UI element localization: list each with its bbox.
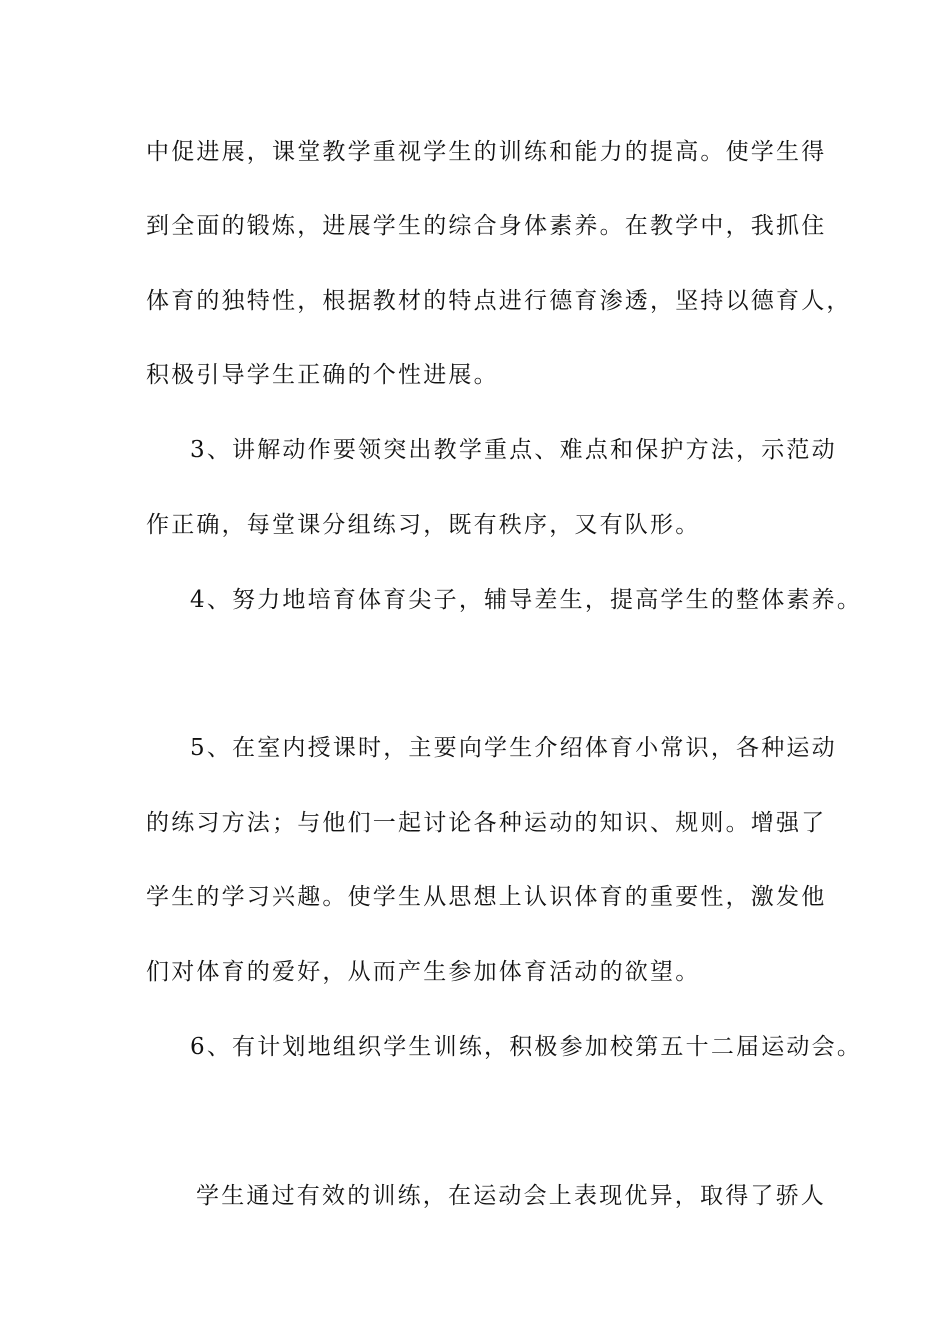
paragraph-2-line-2: 作正确，每堂课分组练习，既有秩序，又有队形。 bbox=[146, 512, 701, 538]
paragraph-1-line-3: 体育的独特性，根据教材的特点进行德育渗透，坚持以德育人， bbox=[146, 288, 852, 314]
paragraph-2-line-1: 3、讲解动作要领突出教学重点、难点和保护方法，示范动 bbox=[190, 437, 837, 463]
paragraph-1-line-4: 积极引导学生正确的个性进展。 bbox=[146, 362, 499, 388]
paragraph-4-line-3: 学生的学习兴趣。使学生从思想上认识体育的重要性，激发他 bbox=[146, 884, 827, 910]
paragraph-6-line-1: 学生通过有效的训练，在运动会上表现优异，取得了骄人 bbox=[196, 1183, 826, 1209]
paragraph-3-line-1: 4、努力地培育体育尖子，辅导差生，提高学生的整体素养。 bbox=[190, 587, 863, 613]
paragraph-1-line-1: 中促进展，课堂教学重视学生的训练和能力的提高。使学生得 bbox=[146, 139, 827, 165]
paragraph-5-line-1: 6、有计划地组织学生训练，积极参加校第五十二届运动会。 bbox=[190, 1034, 863, 1060]
paragraph-4-line-1: 5、在室内授课时，主要向学生介绍体育小常识，各种运动 bbox=[190, 735, 837, 761]
paragraph-1-line-2: 到全面的锻炼，进展学生的综合身体素养。在教学中，我抓住 bbox=[146, 213, 827, 239]
paragraph-4-line-2: 的练习方法；与他们一起讨论各种运动的知识、规则。增强了 bbox=[146, 810, 827, 836]
paragraph-4-line-4: 们对体育的爱好，从而产生参加体育活动的欲望。 bbox=[146, 959, 701, 985]
